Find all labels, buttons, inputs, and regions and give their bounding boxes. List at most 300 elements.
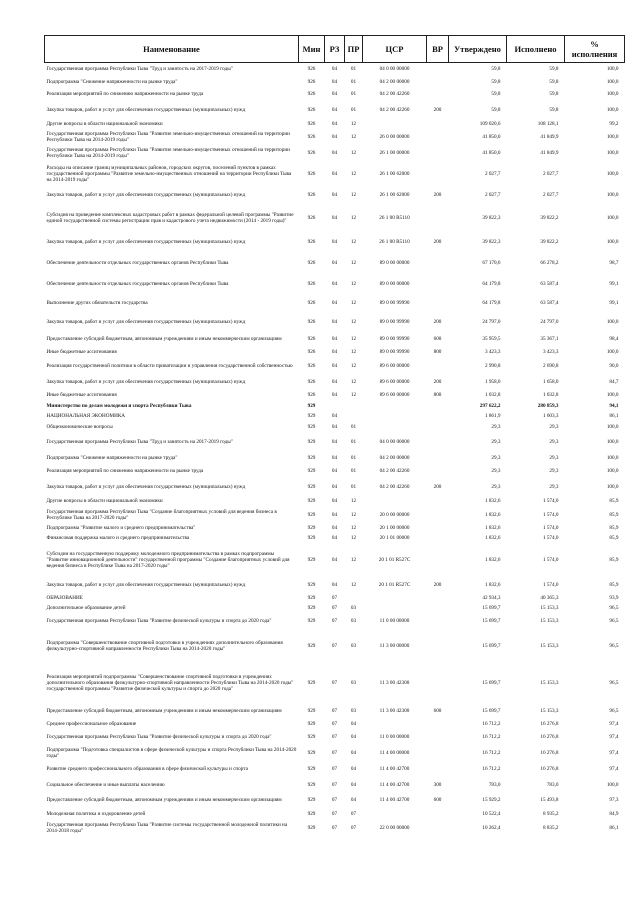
row-approved: 64 179,8 — [482, 300, 501, 306]
row-vr — [427, 274, 449, 294]
header-percent-label: исполнения — [571, 49, 618, 59]
row-min: 929 — [307, 483, 316, 490]
table-row — [45, 88, 625, 101]
row-csr: 89 6 00 00000 — [379, 392, 410, 398]
row-approved: 3 423,3 — [484, 349, 501, 355]
row-min: 929 — [307, 679, 316, 686]
row-name: Государственная программа Республики Тыва "Развитие физической культуры и спорта до 2020 года" — [46, 733, 272, 740]
table-row — [45, 593, 625, 603]
table-body — [45, 63, 625, 836]
table-row — [45, 411, 625, 421]
row-pr: 12 — [350, 335, 357, 342]
row-approved: 1 861,9 — [484, 412, 501, 419]
row-percent: 98,7 — [609, 259, 619, 266]
table-row — [45, 745, 625, 761]
row-pr: 12 — [350, 511, 357, 518]
row-approved: 297 622,2 — [479, 402, 501, 409]
row-approved: 41 850,0 — [482, 133, 501, 140]
header-approved: Утверждено — [449, 36, 507, 63]
row-executed: 8 835,2 — [542, 824, 559, 831]
row-min: 929 — [307, 604, 316, 611]
row-name: Государственная программа Республики Тыва "Развитие системы государственной молодежной политики на 2014-2018 годы" — [46, 821, 288, 834]
row-csr: 04 2 00 42260 — [379, 91, 410, 97]
row-rz: 07 — [331, 679, 338, 686]
row-pr: 12 — [350, 259, 357, 266]
row-name: Иные бюджетные ассигнования — [46, 392, 117, 398]
row-percent: 84,9 — [609, 810, 619, 817]
row-name: Государственная программа Республики Тыва "Развитие физической культуры и спорта до 2020 года" — [46, 617, 272, 624]
row-min: 926 — [307, 300, 316, 306]
row-executed: 40 365,3 — [540, 594, 559, 601]
row-approved: 1 832,6 — [484, 498, 501, 504]
row-approved: 64 179,8 — [482, 280, 501, 287]
row-rz: 04 — [331, 78, 338, 85]
row-pr: 01 — [350, 91, 357, 97]
row-pr: 01 — [350, 78, 357, 85]
table-row — [45, 629, 625, 663]
table-row — [45, 613, 625, 629]
row-vr — [427, 401, 449, 411]
row-pr: 12 — [350, 133, 357, 140]
row-percent: 85,9 — [609, 511, 619, 518]
row-rz: 04 — [331, 192, 338, 198]
row-pr: 12 — [350, 318, 357, 325]
row-approved: 2 027,7 — [484, 170, 501, 177]
table-row — [45, 496, 625, 507]
row-pr: 12 — [350, 349, 357, 355]
row-executed: 66 278,2 — [540, 259, 559, 266]
row-rz: 04 — [331, 534, 338, 541]
row-executed: 39 822,2 — [540, 214, 559, 221]
row-pr: 12 — [350, 238, 357, 245]
row-name: Иные бюджетные ассигнования — [46, 349, 117, 355]
row-pr: 12 — [350, 149, 357, 156]
table-row — [45, 703, 625, 719]
row-name: Развитие среднего профессионального образования в сфере физической культуры и спорта — [46, 766, 248, 772]
row-executed: 2 027,7 — [542, 170, 559, 177]
row-name: Государственная программа Республики Тыва "Создание благоприятных условий для ведения бизнеса в Республике Тыва на 2017-2020 годы" — [46, 508, 277, 521]
table-row — [45, 232, 625, 252]
row-executed: 35 367,1 — [540, 335, 559, 342]
row-percent: 100,0 — [606, 349, 619, 355]
row-min: 929 — [307, 556, 316, 563]
row-pr: 01 — [350, 66, 357, 73]
row-percent: 100,0 — [606, 149, 619, 156]
row-vr — [427, 76, 449, 88]
table-row — [45, 792, 625, 808]
header-min: Мин — [299, 36, 325, 63]
row-pr: 12 — [350, 581, 357, 588]
row-min: 926 — [307, 192, 316, 198]
row-rz: 07 — [331, 810, 338, 817]
row-csr: 26 1 00 R5110 — [379, 238, 410, 245]
row-percent: 96,5 — [609, 617, 619, 624]
row-approved: 59,8 — [491, 78, 501, 85]
row-vr — [427, 411, 449, 421]
row-csr: 04 2 00 00000 — [379, 455, 410, 461]
row-percent: 100,0 — [606, 455, 619, 461]
table-row — [45, 313, 625, 331]
row-rz: 04 — [331, 412, 338, 419]
row-executed: 16 276,8 — [540, 720, 559, 727]
table-row — [45, 507, 625, 523]
row-vr — [427, 523, 449, 533]
row-rz: 04 — [331, 335, 338, 342]
row-pr: 04 — [350, 720, 357, 727]
row-approved: 2 990,8 — [484, 362, 501, 369]
row-approved: 35 959,5 — [482, 335, 501, 342]
table-row — [45, 433, 625, 452]
row-percent: 97,4 — [609, 720, 619, 727]
row-min: 929 — [307, 455, 316, 461]
row-csr — [363, 603, 427, 613]
row-min: 929 — [307, 796, 316, 803]
row-pr: 03 — [350, 617, 357, 624]
row-name: Подпрограмма "Снижение напряженности на рынке труда" — [46, 455, 178, 461]
row-min: 929 — [307, 749, 316, 756]
row-csr: 04 0 00 00000 — [379, 439, 410, 445]
row-approved: 59,8 — [491, 106, 501, 113]
row-name: Субсидия на проведение комплексных кадастровых работ в рамках федеральной целевой программы "Развитие единой государственной системы регистрации прав и кадастрового учета недвижимости (2014 - 2019 годы)" — [46, 211, 294, 224]
row-name: Подпрограмма "Снижение напряженности на рынке труда" — [46, 78, 178, 85]
row-pr: 12 — [350, 556, 357, 563]
row-name: Предоставление субсидий бюджетным, автономным учреждениям и иным некоммерческим организациям — [46, 796, 282, 803]
row-name: Другие вопросы в области национальной экономики — [46, 498, 163, 504]
row-executed: 29,3 — [549, 455, 559, 461]
row-name: Подпрограмма "Развитие малого и среднего предпринимательства" — [46, 524, 196, 531]
row-min: 926 — [307, 280, 316, 287]
row-min: 926 — [307, 318, 316, 325]
row-min: 926 — [307, 133, 316, 140]
row-percent: 100,0 — [606, 392, 619, 398]
row-vr — [427, 129, 449, 145]
row-name: ОБРАЗОВАНИЕ — [46, 594, 83, 601]
row-executed: 1 603,3 — [542, 412, 559, 419]
row-rz: 07 — [331, 824, 338, 831]
row-min: 929 — [307, 468, 316, 474]
row-vr — [427, 161, 449, 187]
budget-report-page — [44, 35, 624, 836]
row-csr — [363, 593, 427, 603]
row-approved: 24 797,0 — [482, 318, 501, 325]
row-approved: 59,8 — [491, 91, 501, 97]
row-executed: 16 276,8 — [540, 749, 559, 756]
table-row — [45, 523, 625, 533]
row-name: Другие вопросы в области национальной экономики — [46, 120, 163, 127]
row-pr: 03 — [350, 642, 357, 649]
row-vr — [427, 603, 449, 613]
row-executed: 1 032,8 — [542, 392, 559, 398]
row-pr: 12 — [350, 170, 357, 177]
row-percent: 100,0 — [606, 91, 619, 97]
table-row — [45, 101, 625, 119]
row-approved: 783,0 — [488, 781, 501, 788]
row-name: Среднее профессиональное образование — [46, 720, 137, 727]
row-csr: 20 1 01 R527C — [378, 556, 411, 563]
row-vr — [427, 421, 449, 433]
row-executed: 8 935,2 — [542, 810, 559, 817]
row-rz: 07 — [331, 642, 338, 649]
row-name: Государственная программа Республики Тыва "Труд и занятость на 2017-2019 годы" — [46, 439, 233, 445]
row-csr: 89 0 00 99990 — [379, 335, 410, 342]
row-csr: 26 1 00 62000 — [379, 192, 410, 198]
row-rz: 04 — [331, 133, 338, 140]
row-executed: 24 797,0 — [540, 318, 559, 325]
row-pr: 04 — [350, 749, 357, 756]
table-row — [45, 347, 625, 358]
row-pr: 12 — [350, 524, 357, 531]
row-min: 929 — [307, 781, 316, 788]
row-pr: 04 — [350, 766, 357, 772]
row-min: 926 — [307, 335, 316, 342]
row-csr: 89 0 00 99990 — [379, 318, 410, 325]
row-csr: 04 0 00 00000 — [379, 66, 410, 73]
row-vr — [427, 820, 449, 836]
row-vr — [427, 452, 449, 465]
row-min: 926 — [307, 259, 316, 266]
row-name: Закупка товаров, работ и услуг для обеспечения государственных (муниципальных) нужд — [46, 318, 246, 325]
row-approved: 2 027,7 — [484, 192, 501, 198]
row-approved: 29,3 — [491, 468, 501, 474]
row-approved: 16 712,2 — [482, 766, 501, 772]
row-min: 926 — [307, 170, 316, 177]
row-approved: 29,3 — [491, 423, 501, 430]
row-pr: 01 — [350, 483, 357, 490]
row-executed: 59,8 — [549, 91, 559, 97]
header-name: Наименование — [45, 36, 299, 63]
table-row — [45, 129, 625, 145]
table-row — [45, 119, 625, 129]
row-pr: 03 — [350, 604, 357, 611]
row-pr: 12 — [350, 498, 357, 504]
row-name: Закупка товаров, работ и услуг для обеспечения государственных (муниципальных) нужд — [46, 238, 246, 245]
row-csr: 26 1 00 62000 — [379, 170, 410, 177]
row-pr: 12 — [350, 392, 357, 398]
table-row — [45, 358, 625, 374]
row-percent: 97,4 — [609, 766, 619, 772]
row-name: Закупка товаров, работ и услуг для обеспечения государственных (муниципальных) нужд — [46, 483, 246, 490]
row-percent: 90,0 — [609, 362, 619, 369]
row-pr: 12 — [350, 378, 357, 385]
row-percent: 100,0 — [606, 66, 619, 73]
row-rz: 04 — [331, 392, 338, 398]
row-min: 929 — [307, 439, 316, 445]
row-vr: 200 — [433, 238, 442, 245]
table-row — [45, 204, 625, 232]
row-rz: 04 — [331, 511, 338, 518]
row-csr: 26 0 00 00000 — [379, 133, 410, 140]
row-csr — [363, 401, 427, 411]
row-rz: 04 — [331, 362, 338, 369]
row-pr — [345, 401, 363, 411]
row-executed: 1 574,0 — [542, 534, 559, 541]
row-vr — [427, 433, 449, 452]
row-executed: 15 153,3 — [540, 604, 559, 611]
row-executed: 1 574,0 — [542, 524, 559, 531]
row-name: Дополнительное образование детей — [46, 604, 126, 611]
row-csr: 04 2 00 00000 — [379, 78, 410, 85]
row-rz: 07 — [331, 720, 338, 727]
row-approved: 29,3 — [491, 455, 501, 461]
row-name: НАЦИОНАЛЬНАЯ ЭКОНОМИКА — [46, 412, 126, 419]
row-percent: 96,5 — [609, 642, 619, 649]
row-min: 929 — [307, 423, 316, 430]
row-csr: 89 0 00 00000 — [379, 280, 410, 287]
row-rz: 04 — [331, 120, 338, 127]
row-executed: 1 574,0 — [542, 511, 559, 518]
row-csr: 11 4 00 42700 — [379, 766, 410, 772]
row-min: 929 — [307, 617, 316, 624]
row-rz: 04 — [331, 170, 338, 177]
row-csr: 26 1 00 00000 — [379, 149, 410, 156]
row-min: 926 — [307, 120, 316, 127]
row-rz: 07 — [331, 796, 338, 803]
row-min: 929 — [307, 498, 316, 504]
row-csr: 11 0 00 00000 — [379, 617, 410, 624]
row-csr: 20 1 01 R527C — [378, 581, 411, 588]
row-name: Реализация мероприятий по снижению напряженности на рынке труда — [46, 91, 204, 97]
row-pr: 01 — [350, 439, 357, 445]
row-rz: 07 — [331, 594, 338, 601]
row-vr — [427, 761, 449, 778]
row-csr: 20 0 00 00000 — [379, 511, 410, 518]
row-approved: 10 522,4 — [482, 810, 501, 817]
table-row — [45, 161, 625, 187]
row-vr — [427, 145, 449, 161]
row-approved: 15 699,7 — [482, 604, 501, 611]
row-rz: 04 — [331, 556, 338, 563]
row-vr — [427, 496, 449, 507]
row-pr: 12 — [350, 534, 357, 541]
table-row — [45, 663, 625, 703]
row-rz: 04 — [331, 524, 338, 531]
row-name: Финансовая поддержка малого и среднего предпринимательства — [46, 534, 190, 541]
table-row — [45, 719, 625, 729]
row-vr: 800 — [433, 349, 442, 355]
row-name: Предоставление субсидий бюджетным, автономным учреждениям и иным некоммерческим организациям — [46, 707, 282, 714]
row-pr: 01 — [350, 455, 357, 461]
row-percent: 100,0 — [606, 106, 619, 113]
row-pr: 01 — [350, 468, 357, 474]
row-vr: 200 — [433, 318, 442, 325]
row-name: Реализация мероприятий по снижению напряженности на рынке труда — [46, 468, 204, 474]
row-percent: 93,9 — [609, 594, 619, 601]
row-pr: 12 — [350, 280, 357, 287]
row-csr: 11 0 00 00000 — [379, 733, 410, 740]
row-min: 929 — [307, 534, 316, 541]
row-vr — [427, 629, 449, 663]
row-percent: 100,0 — [606, 192, 619, 198]
row-rz: 07 — [331, 733, 338, 740]
row-min: 929 — [307, 402, 316, 409]
row-name: Государственная программа Республики Тыва "Развитие земельно-имущественных отношений на территории Республики Тыва на 2014-2019 годы" — [46, 130, 290, 143]
row-executed: 3 423,3 — [542, 349, 559, 355]
row-min: 926 — [307, 91, 316, 97]
row-vr: 200 — [433, 378, 442, 385]
row-percent: 100,0 — [606, 439, 619, 445]
row-executed: 1 658,0 — [542, 378, 559, 385]
table-row — [45, 76, 625, 88]
row-min: 926 — [307, 349, 316, 355]
row-csr: 22 0 00 00000 — [379, 824, 410, 831]
header-rz: РЗ — [325, 36, 345, 63]
row-csr — [363, 719, 427, 729]
row-executed: 2 027,7 — [542, 192, 559, 198]
row-csr: 89 6 00 00000 — [379, 362, 410, 369]
row-executed: 59,8 — [549, 78, 559, 85]
row-min: 929 — [307, 524, 316, 531]
row-executed: 63 587,4 — [540, 280, 559, 287]
row-percent: 85,9 — [609, 534, 619, 541]
row-min: 929 — [307, 720, 316, 727]
row-approved: 1 832,6 — [484, 556, 501, 563]
row-min: 926 — [307, 78, 316, 85]
row-executed: 108 128,1 — [537, 120, 559, 127]
row-name: Общеэкономические вопросы — [46, 423, 113, 430]
row-min: 929 — [307, 810, 316, 817]
row-csr: 04 2 00 42260 — [379, 483, 410, 490]
row-pr: 03 — [350, 679, 357, 686]
row-percent: 100,0 — [606, 238, 619, 245]
row-approved: 16 712,2 — [482, 733, 501, 740]
row-pr — [345, 411, 363, 421]
row-percent: 100,0 — [606, 78, 619, 85]
row-percent: 100,0 — [606, 483, 619, 490]
row-csr: 20 1 01 00000 — [379, 534, 410, 541]
header-percent — [565, 36, 625, 63]
row-vr — [427, 204, 449, 232]
row-percent: 96,5 — [609, 679, 619, 686]
row-rz: 04 — [331, 106, 338, 113]
row-min: 929 — [307, 594, 316, 601]
row-vr — [427, 543, 449, 577]
row-percent: 100,0 — [606, 318, 619, 325]
row-min: 926 — [307, 392, 316, 398]
row-rz: 04 — [331, 439, 338, 445]
row-name: Реализация мероприятий подпрограммы "Совершенствование спортивной подготовки в учреждениях дополнительного образования физкультурно-спортивной направленности Республики Тыва на 2014-2020 годы" государственной программы "Развитие физической культуры и спорта до 2020 года" — [46, 673, 294, 692]
row-percent: 97,4 — [609, 733, 619, 740]
row-min: 929 — [307, 733, 316, 740]
table-row — [45, 401, 625, 411]
table-row — [45, 729, 625, 745]
row-name: Субсидии на государственную поддержку молодежного предпринимательства в рамках подпрограммы "Развитие инновационной деятельности" государственной программы "Создание благоприятных условий для ведения бизнеса в Республике Тыва на 2017-2020 годы" — [46, 550, 290, 569]
row-vr: 200 — [433, 581, 442, 588]
row-executed: 1 574,0 — [542, 556, 559, 563]
row-approved: 16 712,2 — [482, 749, 501, 756]
row-executed: 39 822,2 — [540, 238, 559, 245]
row-name: Закупка товаров, работ и услуг для обеспечения государственных (муниципальных) нужд — [46, 192, 246, 198]
row-executed: 2 690,8 — [542, 362, 559, 369]
table-row — [45, 603, 625, 613]
table-row — [45, 63, 625, 76]
row-rz: 04 — [331, 300, 338, 306]
header-executed: Исполнено — [507, 36, 565, 63]
row-rz: 04 — [331, 498, 338, 504]
row-csr: 89 6 00 00000 — [379, 378, 410, 385]
row-rz: 04 — [331, 91, 338, 97]
row-csr — [363, 411, 427, 421]
row-csr: 11 3 00 00000 — [379, 642, 410, 649]
row-percent: 85,9 — [609, 498, 619, 504]
row-approved: 67 170,6 — [482, 259, 501, 266]
row-approved: 15 699,7 — [482, 642, 501, 649]
row-vr — [427, 663, 449, 703]
row-csr: 89 0 00 99990 — [379, 300, 410, 306]
header-vr: ВР — [427, 36, 449, 63]
row-executed: 1 574,0 — [542, 498, 559, 504]
header-csr: ЦСР — [363, 36, 427, 63]
row-min: 929 — [307, 412, 316, 419]
